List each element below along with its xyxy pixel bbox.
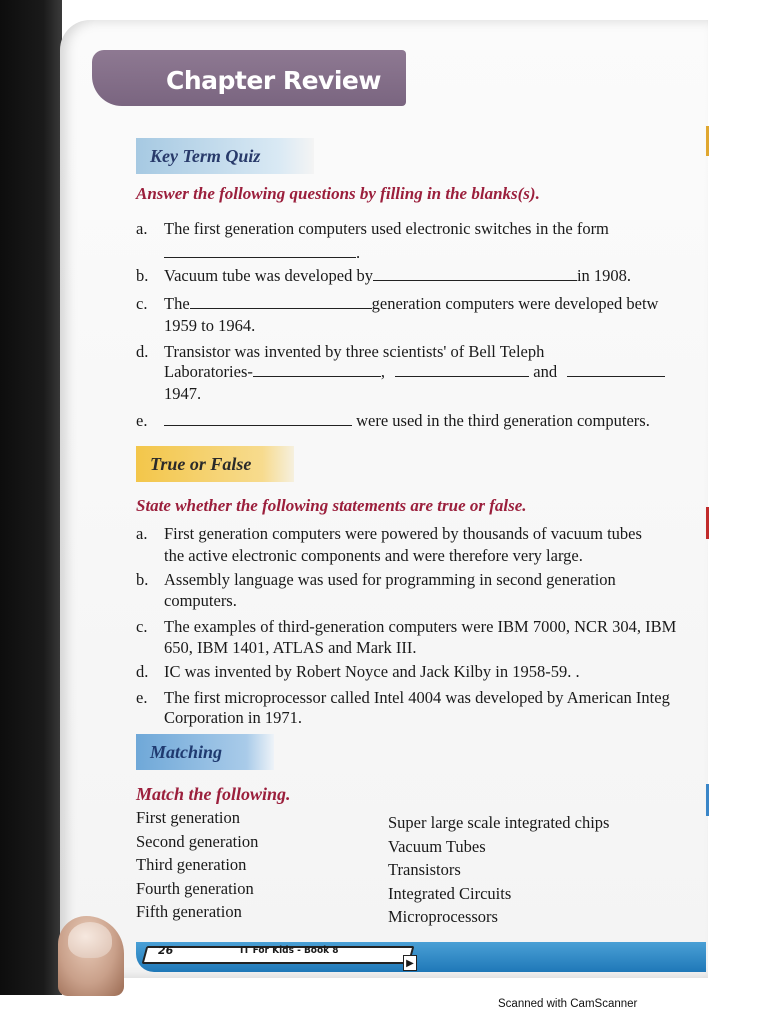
question-label: d.: [136, 342, 149, 361]
matching-right-item: Vacuum Tubes: [388, 836, 486, 856]
true-false-item-c: [136, 617, 676, 637]
true-false-item-e: [136, 688, 670, 708]
quiz-question-a-blank-line: [164, 243, 360, 263]
key-term-quiz-heading-text: Key Term Quiz: [150, 145, 261, 166]
separator: ,: [380, 362, 385, 381]
question-label: a.: [136, 219, 148, 238]
matching-right-item: Integrated Circuits: [388, 883, 512, 903]
item-text: IC was invented by Robert Noyce and Jack Kilby in 1958-59. .: [164, 662, 580, 681]
answer-blank[interactable]: [373, 266, 577, 281]
question-text: Laboratories-: [164, 362, 253, 381]
true-false-item-a-line2: the active electronic components and were therefore very large.: [164, 546, 583, 565]
next-arrow-icon: ▶: [403, 955, 417, 971]
item-text: Assembly language was used for programming in second generation: [164, 570, 616, 589]
quiz-question-a: [136, 219, 609, 239]
question-text-end: .: [356, 243, 361, 262]
true-false-item-b: [136, 570, 616, 590]
and-text: and: [533, 362, 558, 381]
question-text: Vacuum tube was developed by: [164, 266, 373, 285]
key-term-quiz-instruction: Answer the following questions by filling in the blanks(s).: [136, 184, 540, 203]
item-text: The examples of third-generation computers were IBM 7000, NCR 304, IBM: [164, 617, 677, 636]
true-false-heading-text: True or False: [150, 453, 252, 474]
question-text-end: in 1908.: [576, 266, 632, 285]
matching-heading-text: Matching: [150, 741, 223, 762]
question-label: b.: [136, 266, 149, 285]
question-label: e.: [136, 411, 148, 430]
true-false-item-b-line2: computers.: [164, 591, 237, 610]
question-text: The: [164, 294, 190, 313]
book-title: IT For Kids - Book 8: [240, 945, 339, 956]
answer-blank[interactable]: [164, 243, 356, 258]
true-false-item-a: [136, 524, 642, 544]
quiz-question-d-line2: [164, 362, 665, 382]
matching-left-item: Fourth generation: [136, 878, 254, 898]
question-text: Transistor was invented by three scientists' of Bell Teleph: [164, 342, 545, 361]
quiz-question-b: [136, 266, 631, 286]
question-text-end: generation computers were developed betw: [371, 294, 659, 313]
edge-tab-red: [706, 507, 709, 539]
page-edge: [708, 0, 768, 995]
answer-blank[interactable]: [253, 362, 381, 377]
matching-right-item: Super large scale integrated chips: [388, 813, 610, 832]
item-label: c.: [136, 617, 148, 636]
matching-right-item: Microprocessors: [388, 907, 498, 926]
quiz-question-c-line2: 1959 to 1964.: [164, 316, 256, 335]
answer-blank[interactable]: [567, 362, 665, 377]
matching-left-item: Second generation: [136, 831, 259, 851]
true-false-item-d: [136, 662, 580, 682]
matching-right-column: [388, 811, 609, 929]
question-text-end: were used in the third generation computers.: [356, 411, 650, 430]
thumbnail-nail: [68, 922, 112, 958]
item-label: e.: [136, 688, 148, 707]
quiz-question-e: [136, 411, 650, 431]
quiz-question-c: [136, 294, 658, 314]
matching-instruction: Match the following.: [136, 784, 291, 804]
matching-right-item: Transistors: [388, 860, 461, 879]
book-spine: [0, 0, 62, 995]
chapter-title: Chapter Review: [166, 66, 381, 95]
key-term-quiz-heading: [136, 138, 314, 174]
matching-heading: [136, 734, 274, 770]
matching-left-item: First generation: [136, 808, 241, 827]
item-label: d.: [136, 662, 149, 681]
item-text: The first microprocessor called Intel 4004 was developed by American Integ: [164, 688, 670, 707]
answer-blank[interactable]: [190, 294, 372, 309]
question-label: c.: [136, 294, 148, 313]
answer-blank[interactable]: [164, 411, 352, 426]
answer-blank[interactable]: [395, 362, 529, 377]
true-false-heading: [136, 446, 294, 482]
page-number: 26: [158, 944, 174, 957]
edge-tab-blue: [706, 784, 709, 816]
matching-left-column: [136, 806, 258, 924]
matching-left-item: Fifth generation: [136, 902, 242, 921]
quiz-question-d-line3: 1947.: [164, 384, 202, 403]
item-text: First generation computers were powered by thousands of vacuum tubes: [164, 524, 642, 543]
true-false-instruction: State whether the following statements are true or false.: [136, 496, 527, 515]
true-false-item-c-line2: 650, IBM 1401, ATLAS and Mark III.: [164, 638, 417, 657]
edge-tab-yellow: [706, 126, 709, 156]
item-label: b.: [136, 570, 149, 589]
item-label: a.: [136, 524, 148, 543]
matching-left-item: Third generation: [136, 855, 247, 874]
scanner-watermark: Scanned with CamScanner: [498, 998, 638, 1010]
true-false-item-e-line2: Corporation in 1971.: [164, 708, 302, 727]
question-text: The first generation computers used electronic switches in the form: [164, 219, 609, 238]
quiz-question-d: [136, 342, 544, 362]
